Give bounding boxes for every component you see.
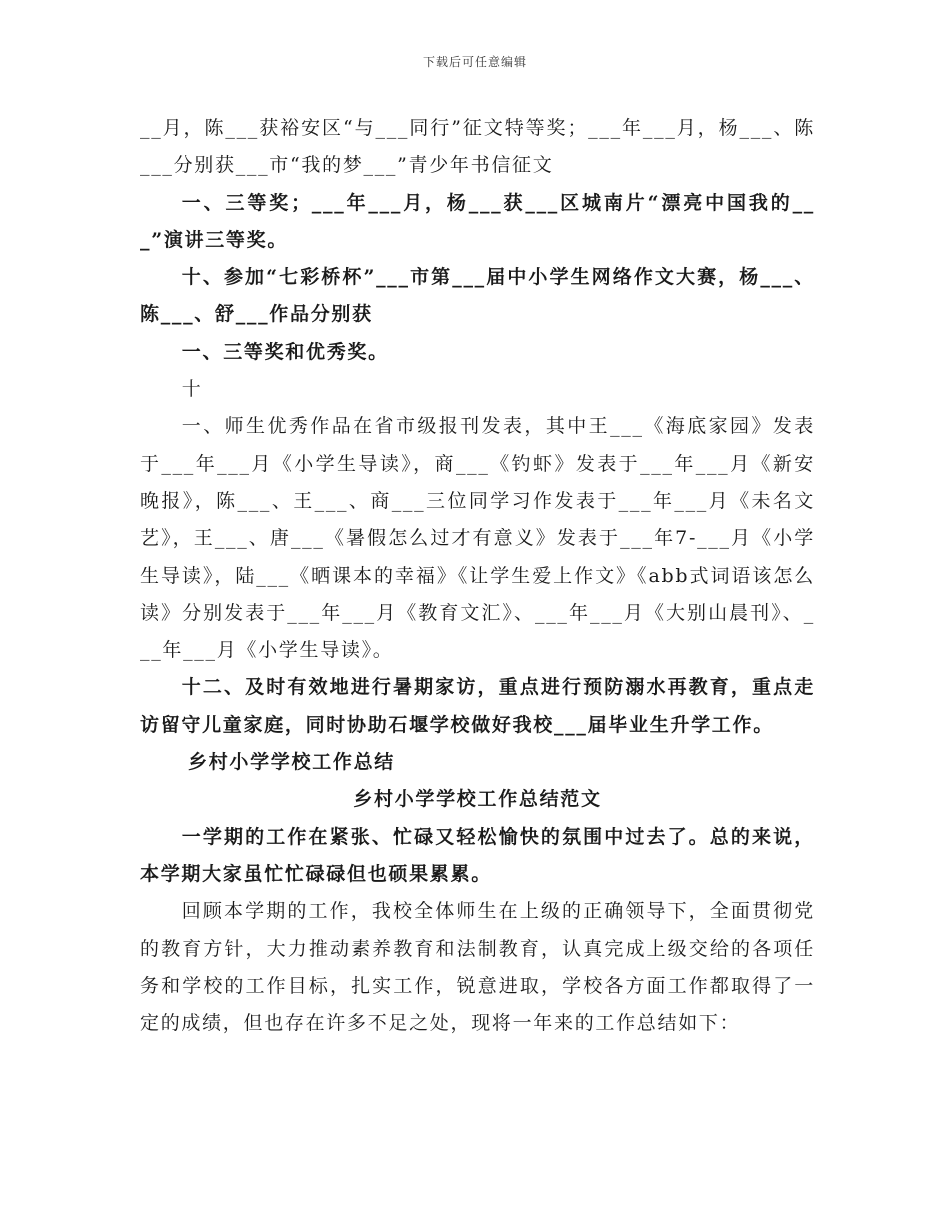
paragraph-review: 回顾本学期的工作，我校全体师生在上级的正确领导下，全面贯彻党的教育方针，大力推动素养教育和法制教育，认真完成上级交给的各项任务和学校的工作目标，扎实工作，锐意进取，学校各方面工作都取得了一定的成绩，但也存在许多不足之处，现将一年来的工作总结如下： bbox=[140, 900, 815, 1035]
paragraph-third-prize-excellent: 一、三等奖和优秀奖。 bbox=[181, 340, 389, 363]
page-header: 下载后可任意编辑 bbox=[422, 55, 527, 69]
paragraph-item-eleven-heading: 十 bbox=[181, 378, 203, 401]
paragraph-item-ten: 十、参加“七彩桥杯”___市第___届中小学生网络作文大赛，杨___、陈___、舒___作品分别获 bbox=[140, 266, 815, 326]
paragraph-awards-continued: __月，陈___获裕安区“与___同行”征文特等奖；___年___月，杨___、陈___分别获___市“我的梦___”青少年书信征文 bbox=[140, 117, 815, 177]
section-title: 乡村小学学校工作总结 bbox=[188, 751, 396, 774]
paragraph-published-works: 一、师生优秀作品在省市级报刊发表，其中王___《海底家园》发表于___年___月《小学生导读》，商___《钓虾》发表于___年___月《新安晚报》，陈___、王___、商___三位同学习作发表于___年___月《未名文艺》，王___、唐___《暑假怎么过才有意义》发表于___年7-___月《小学生导读》，陆___《晒课本的幸福》《让学生爱上作文》《abb式词语该怎么读》分别发表于___年___月《教育文汇》、___年___月《大别山晨刊》、___年___月《小学生导读》。 bbox=[140, 415, 815, 662]
document-body bbox=[140, 110, 815, 1042]
document-title: 乡村小学学校工作总结范文 bbox=[353, 788, 602, 811]
paragraph-third-prize-speech: 一、三等奖；___年___月，杨___获___区城南片“漂亮中国我的___”演讲三等奖。 bbox=[140, 191, 815, 251]
paragraph-item-twelve: 十二、及时有效地进行暑期家访，重点进行预防溺水再教育，重点走访留守儿童家庭，同时协助石堰学校做好我校___届毕业生升学工作。 bbox=[140, 676, 815, 736]
paragraph-intro: 一学期的工作在紧张、忙碌又轻松愉快的氛围中过去了。总的来说，本学期大家虽忙忙碌碌但也硕果累累。 bbox=[140, 825, 815, 885]
